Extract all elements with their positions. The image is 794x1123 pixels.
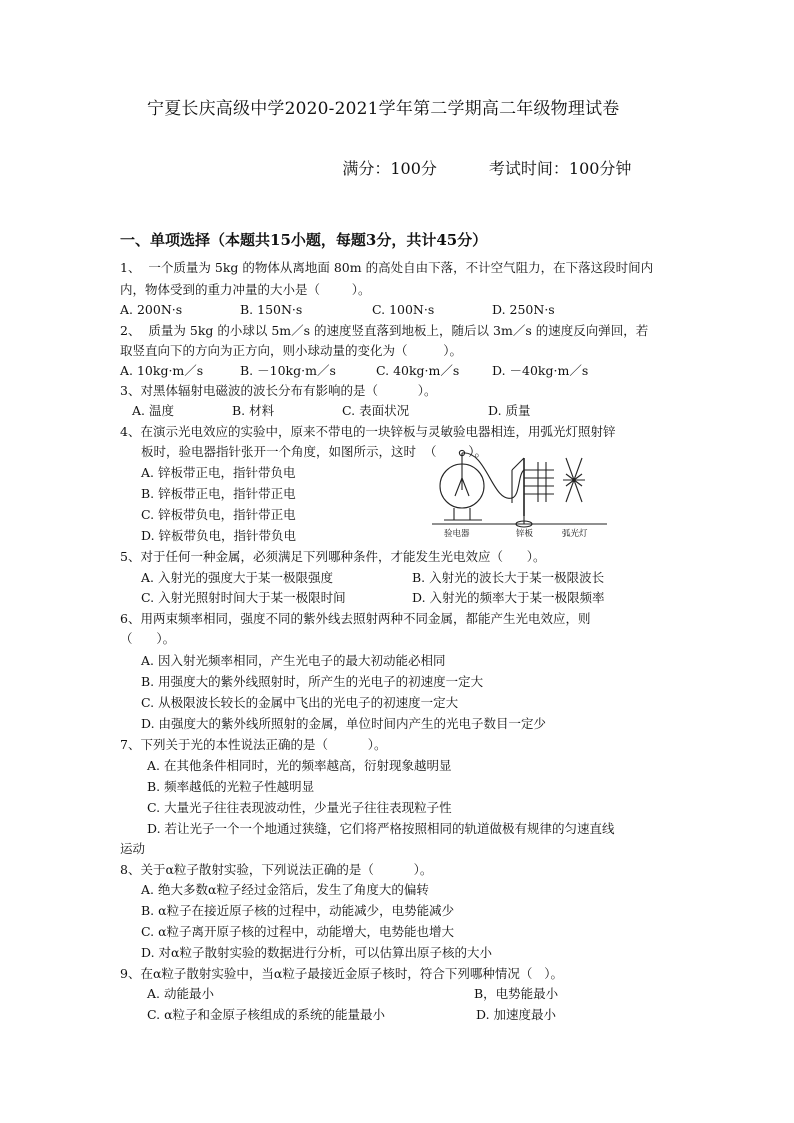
section-heading: 一、单项选择（本题共15小题，每题3分，共计45分） xyxy=(120,231,488,249)
question-3-option-b: B. 材料 xyxy=(232,403,275,418)
question-6-option-a: A. 因入射光频率相同，产生光电子的最大初动能必相同 xyxy=(141,653,446,668)
page-title: 宁夏长庆高级中学2020-2021学年第二学期高二年级物理试卷 xyxy=(147,99,620,119)
exam-info xyxy=(322,145,631,193)
connecting-wire xyxy=(462,453,524,498)
electroscope-leaf-right xyxy=(462,478,469,496)
question-2-stem-cont: 取竖直向下的方向为正方向，则小球动量的变化为（ ）。 xyxy=(120,343,463,358)
question-9-stem: 9、在α粒子散射实验中，当α粒子最接近金原子核时，符合下列哪种情况（ ）。 xyxy=(120,966,564,981)
question-3-option-a: A. 温度 xyxy=(132,403,174,418)
question-7-stem: 7、下列关于光的本性说法正确的是（ ）。 xyxy=(120,737,387,752)
question-4-stem-cont: 板时，验电器指针张开一个角度，如图所示，这时 （ ）。 xyxy=(141,444,487,459)
question-1-option-d: D. 250N·s xyxy=(492,302,555,317)
question-4-option-b: B. 锌板带正电，指针带正电 xyxy=(141,486,296,501)
question-9-option-c: C. α粒子和金原子核组成的系统的能量最小 xyxy=(147,1007,386,1022)
question-4-option-c: C. 锌板带负电，指针带正电 xyxy=(141,507,296,522)
question-8-option-b: B. α粒子在接近原子核的过程中，动能减少，电势能减少 xyxy=(141,903,455,918)
electroscope-leaf-left xyxy=(455,478,462,496)
question-4-stem: 4、在演示光电效应的实验中，原来不带电的一块锌板与灵敏验电器相连，用弧光灯照射锌 xyxy=(120,424,616,439)
question-1-option-c: C. 100N·s xyxy=(372,302,435,317)
question-5-option-d: D. 入射光的频率大于某一极限频率 xyxy=(412,590,605,605)
exam-time: 考试时间：100分钟 xyxy=(488,159,632,178)
question-9-option-a: A. 动能最小 xyxy=(147,986,214,1001)
question-7-option-d-cont: 运动 xyxy=(120,841,146,856)
question-3-option-d: D. 质量 xyxy=(488,403,531,418)
label-zinc-plate: 锌板 xyxy=(516,529,534,539)
question-1-option-b: B. 150N·s xyxy=(240,302,303,317)
question-5-option-a: A. 入射光的强度大于某一极限强度 xyxy=(141,570,333,585)
question-8-option-a: A. 绝大多数α粒子经过金箔后，发生了角度大的偏转 xyxy=(141,882,429,897)
question-9-option-d: D. 加速度最小 xyxy=(476,1007,557,1022)
question-2-option-d: D. －40kg·m／s xyxy=(492,363,589,378)
question-8-option-d: D. 对α粒子散射实验的数据进行分析，可以估算出原子核的大小 xyxy=(141,945,492,960)
full-score: 满分：100分 xyxy=(342,159,437,178)
question-6-option-d: D. 由强度大的紫外线所照射的金属，单位时间内产生的光电子数目一定少 xyxy=(141,716,547,731)
label-electroscope: 验电器 xyxy=(444,529,470,539)
question-7-option-d: D. 若让光子一个一个地通过狭缝，它们将严格按照相同的轨道做极有规律的匀速直线 xyxy=(147,821,615,836)
question-7-option-a: A. 在其他条件相同时，光的频率越高，衍射现象越明显 xyxy=(147,758,452,773)
question-7-option-b: B. 频率越低的光粒子性越明显 xyxy=(147,779,315,794)
question-4-option-d: D. 锌板带负电，指针带负电 xyxy=(141,528,297,543)
question-8-stem: 8、关于α粒子散射实验，下列说法正确的是（ ）。 xyxy=(120,862,433,877)
photoelectric-apparatus-figure xyxy=(432,448,607,540)
question-6-option-c: C. 从极限波长较长的金属中飞出的光电子的初速度一定大 xyxy=(141,695,459,710)
question-1-stem: 1、 一个质量为 5kg 的物体从离地面 80m 的高处自由下落，不计空气阻力，在下落这段时间内 xyxy=(120,260,654,275)
question-3-option-c: C. 表面状况 xyxy=(342,403,410,418)
question-5-stem: 5、对于任何一种金属，必须满足下列哪种条件，才能发生光电效应（ ）。 xyxy=(120,549,546,564)
question-6-option-b: B. 用强度大的紫外线照射时，所产生的光电子的初速度一定大 xyxy=(141,674,484,689)
question-5-option-b: B. 入射光的波长大于某一极限波长 xyxy=(412,570,605,585)
question-5-option-c: C. 入射光照射时间大于某一极限时间 xyxy=(141,590,346,605)
question-3-stem: 3、对黑体辐射电磁波的波长分布有影响的是（ ）。 xyxy=(120,383,437,398)
question-9-option-b: B，电势能最小 xyxy=(474,986,559,1001)
question-6-stem-cont: （ ）。 xyxy=(120,631,176,646)
question-2-option-c: C. 40kg·m／s xyxy=(376,363,460,378)
question-1-stem-cont: 内，物体受到的重力冲量的大小是（ ）。 xyxy=(120,282,371,297)
question-8-option-c: C. α粒子离开原子核的过程中，动能增大，电势能也增大 xyxy=(141,924,455,939)
question-4-option-a: A. 锌板带正电，指针带负电 xyxy=(141,465,296,480)
question-2-option-a: A. 10kg·m／s xyxy=(120,363,204,378)
label-arc-lamp: 弧光灯 xyxy=(562,529,588,539)
question-1-option-a: A. 200N·s xyxy=(120,302,183,317)
question-2-option-b: B. －10kg·m／s xyxy=(240,363,336,378)
question-6-stem: 6、用两束频率相同，强度不同的紫外线去照射两种不同金属，都能产生光电效应，则 xyxy=(120,611,591,626)
question-2-stem: 2、 质量为 5kg 的小球以 5m／s 的速度竖直落到地板上，随后以 3m／s 的速度反向弹回，若 xyxy=(120,323,649,338)
question-7-option-c: C. 大量光子往往表现波动性，少量光子往往表现粒子性 xyxy=(147,800,452,815)
